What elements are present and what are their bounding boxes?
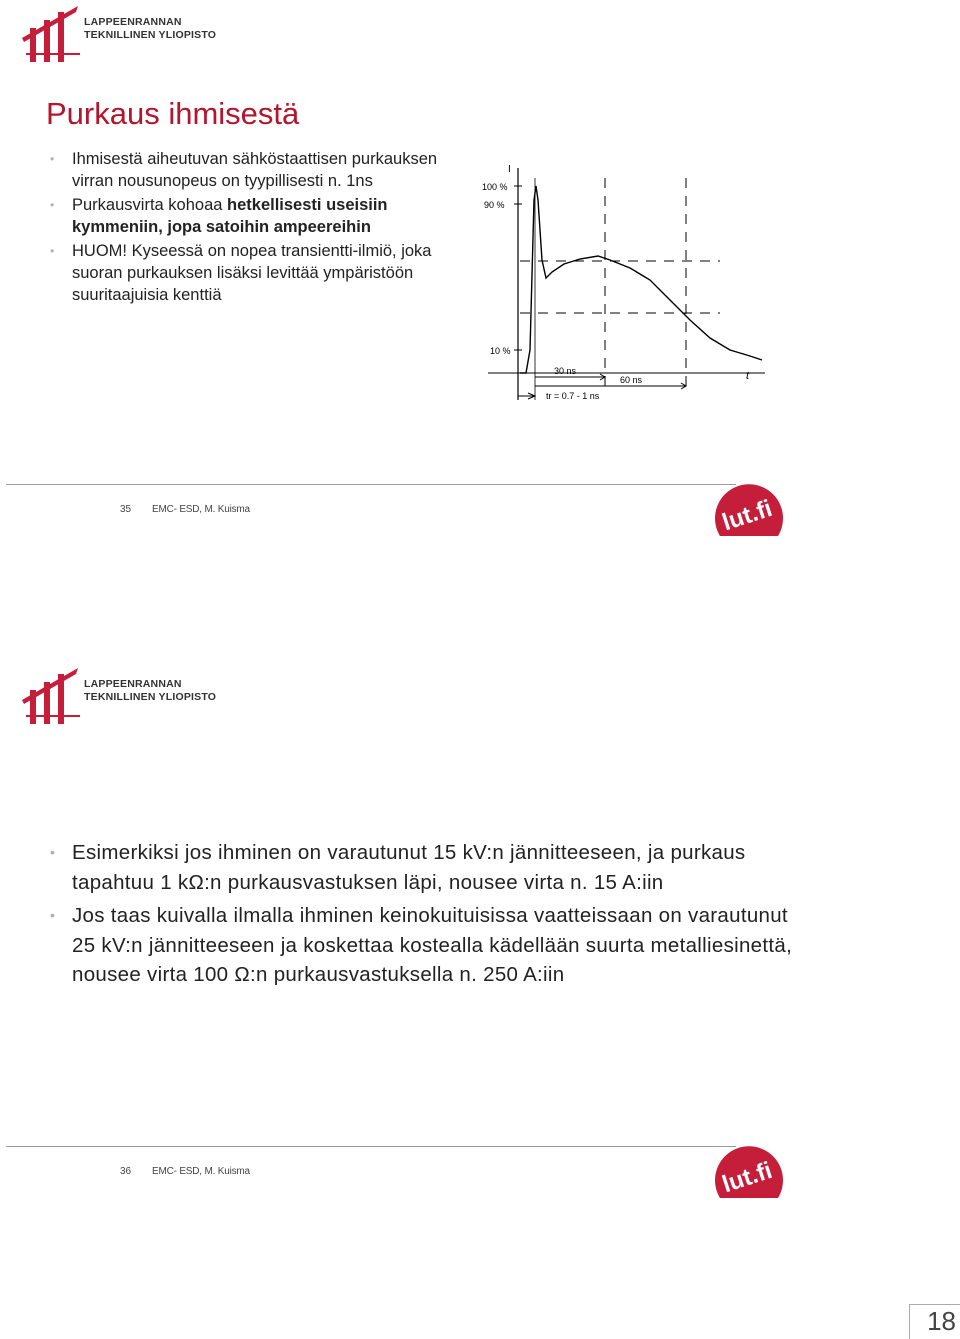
bullet-icon: • — [50, 907, 56, 923]
bullet-text: Purkausvirta kohoaa — [72, 196, 228, 214]
logo-line-2: TEKNILLINEN YLIOPISTO — [84, 29, 217, 41]
bullet-item — [46, 901, 806, 990]
footer-author: EMC- ESD, M. Kuisma — [152, 504, 250, 515]
lutfi-logo — [712, 478, 784, 536]
slide-number: 35 — [120, 504, 132, 515]
label-30ns: 30 ns — [554, 366, 577, 376]
university-logo — [20, 666, 220, 728]
bullet-item — [46, 838, 806, 897]
label-10: 10 % — [490, 346, 511, 356]
bullet-icon: • — [50, 152, 55, 166]
bullet-icon: • — [50, 244, 55, 258]
bullet-text: Ihmisestä aiheutuvan sähköstaattisen purkauksen virran nousunopeus on tyypillisesti n. 1ns — [72, 150, 438, 190]
lutfi-badge-icon — [712, 1140, 784, 1198]
bullet-list — [46, 838, 806, 994]
lutfi-badge-icon — [712, 478, 784, 536]
label-60ns: 60 ns — [620, 375, 643, 385]
lutfi-text: lut.fi — [718, 1156, 776, 1198]
esd-waveform-diagram — [480, 160, 770, 405]
label-90: 90 % — [484, 200, 505, 210]
bullet-icon: • — [50, 844, 56, 860]
logo-line-1: LAPPEENRANNAN — [84, 16, 182, 28]
lutfi-logo — [712, 1140, 784, 1198]
bullet-item — [46, 148, 476, 192]
label-rise-time: tr = 0.7 - 1 ns — [546, 391, 600, 401]
footer-author: EMC- ESD, M. Kuisma — [152, 1166, 250, 1177]
lut-emblem-icon — [20, 666, 82, 726]
page-number: 18 — [927, 1306, 956, 1336]
bullet-list — [46, 148, 476, 308]
bullet-item — [46, 194, 476, 238]
footer-divider — [6, 1146, 736, 1147]
slide-number: 36 — [120, 1166, 132, 1177]
slide-title: Purkaus ihmisestä — [46, 96, 300, 131]
lutfi-text: lut.fi — [718, 494, 776, 536]
bullet-item — [46, 240, 476, 306]
bullet-bold-text: hetkellisesti useisiin kymmeniin, jopa satoihin ampeereihin — [72, 196, 388, 236]
current-waveform — [520, 186, 762, 373]
logo-line-2: TEKNILLINEN YLIOPISTO — [84, 691, 217, 703]
bullet-text: Jos taas kuivalla ilmalla ihminen keinokuituisissa vaatteissaan on varautunut 25 kV:n jännitteeseen ja koskettaa kostealla kädellään suurta metalliesinettä, nousee virta 100 Ω:n purkausvastuksella n. 250 A:iin — [72, 904, 793, 986]
lut-emblem-icon — [20, 4, 82, 64]
y-axis-label: I — [508, 164, 511, 175]
university-logo — [20, 4, 220, 66]
logo-line-1: LAPPEENRANNAN — [84, 678, 182, 690]
slide-35 — [0, 0, 960, 540]
bullet-icon: • — [50, 198, 55, 212]
bullet-text: HUOM! Kyseessä on nopea transientti-ilmiö, joka suoran purkauksen lisäksi levittää ympäristöön suuritaajuisia kenttiä — [72, 242, 432, 304]
logo-wordmark — [84, 16, 216, 42]
bullet-text: Esimerkiksi jos ihminen on varautunut 15 kV:n jännitteeseen, ja purkaus tapahtuu 1 kΩ:n purkausvastuksen läpi, nousee virta n. 15 A:iin — [72, 841, 746, 894]
label-100: 100 % — [482, 182, 508, 192]
footer-divider — [6, 484, 736, 485]
slide-36 — [0, 662, 960, 1202]
x-axis-label: t — [746, 370, 750, 382]
logo-wordmark — [84, 678, 216, 704]
